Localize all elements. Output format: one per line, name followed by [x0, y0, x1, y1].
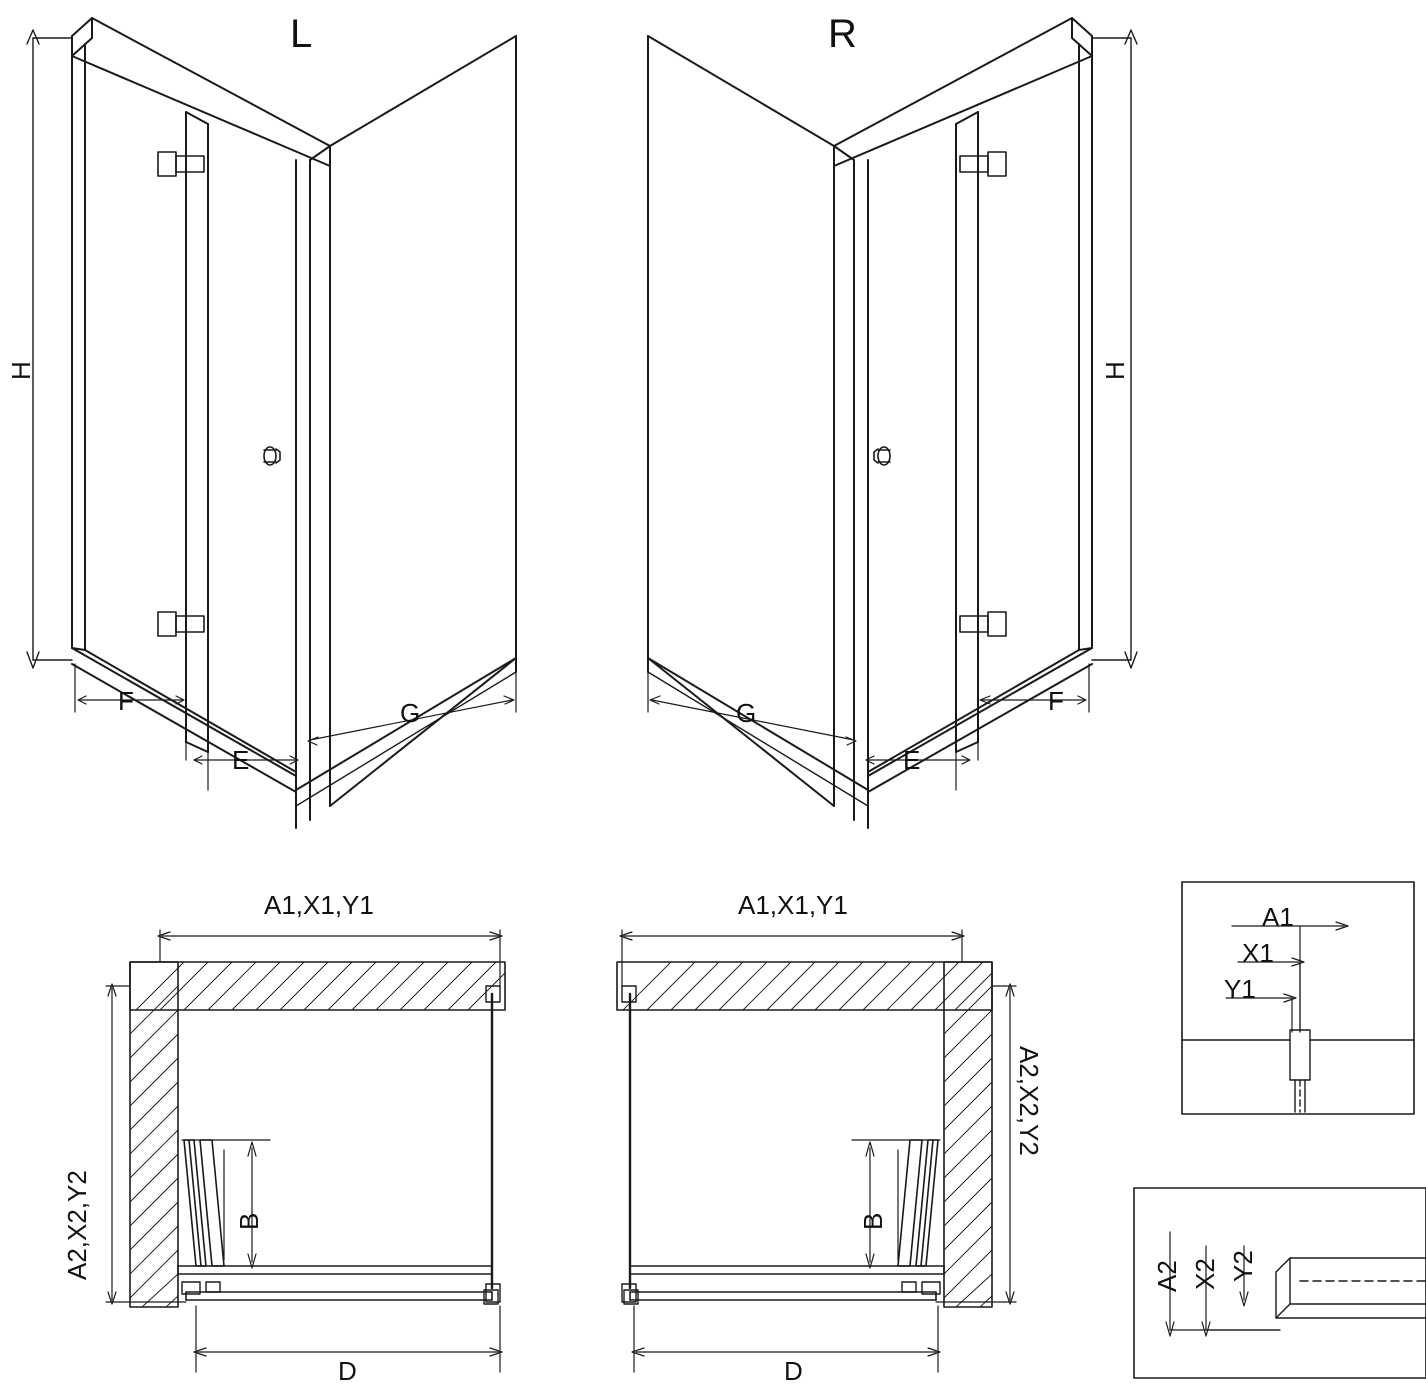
dimension-label-h-right: H [1100, 361, 1130, 380]
detail-label-a1: A1 [1262, 902, 1294, 932]
view-title-left: L [290, 12, 313, 56]
dimension-label-e-right: E [903, 745, 921, 775]
dimension-label-g-right: G [736, 698, 757, 728]
dimension-label-g-left: G [400, 698, 421, 728]
dimension-label-a1x1y1-right: A1,X1,Y1 [738, 890, 848, 920]
detail-label-y2: Y2 [1228, 1250, 1258, 1282]
dimension-label-f-left: F [118, 686, 134, 716]
dimension-label-a2x2y2-left: A2,X2,Y2 [62, 1170, 92, 1280]
view-title-right: R [828, 12, 857, 56]
dimension-label-d-right: D [784, 1356, 803, 1386]
dimension-label-b-left: B [234, 1212, 264, 1230]
detail-label-x1: X1 [1242, 938, 1274, 968]
dimension-label-b-right: B [858, 1212, 888, 1230]
dimension-label-a2x2y2-right: A2,X2,Y2 [1014, 1046, 1044, 1156]
detail-label-x2: X2 [1190, 1258, 1220, 1290]
dimension-label-e-left: E [232, 745, 250, 775]
detail-label-y1: Y1 [1224, 974, 1256, 1004]
dimension-label-f-right: F [1048, 686, 1064, 716]
dimension-label-a1x1y1-left: A1,X1,Y1 [264, 890, 374, 920]
dimension-label-d-left: D [338, 1356, 357, 1386]
detail-label-a2: A2 [1152, 1260, 1182, 1292]
dimension-label-h-left: H [6, 361, 36, 380]
